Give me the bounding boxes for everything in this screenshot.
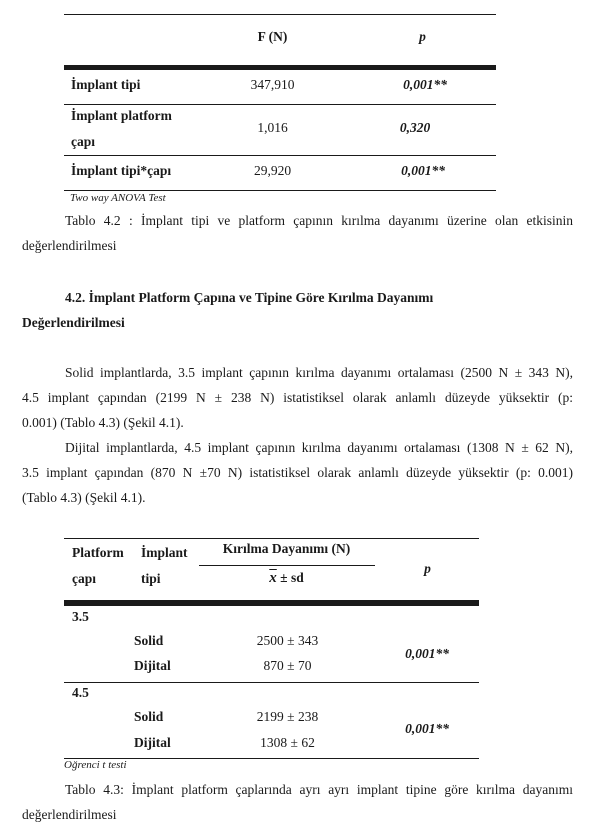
strength-value: 2199 ± 238 [256, 709, 319, 724]
implant-type-label: Solid [134, 709, 164, 724]
table1-row-label: çapı [71, 134, 96, 149]
table1-row-f: 347,910 [250, 77, 295, 92]
table1-row-rule [64, 104, 496, 105]
paragraph-line: 4.5 implant çapından (2199 N ± 238 N) istatistiksel olarak anlamlı düzeyde yüksektir (p: [22, 390, 573, 405]
table1-note: Two way ANOVA Test [70, 192, 166, 204]
table1-row-rule [64, 155, 496, 156]
table2-group-rule [64, 682, 479, 683]
strength-value: 1308 ± 62 [260, 735, 315, 750]
table2-header-platform: çapı [72, 571, 97, 586]
paragraph-line: 0.001) (Tablo 4.3) (Şekil 4.1). [22, 415, 184, 430]
implant-type-label: Dijital [134, 735, 171, 750]
strength-value: 870 ± 70 [263, 658, 312, 673]
implant-type-label: Dijital [134, 658, 171, 673]
table1-row-f: 29,920 [253, 163, 292, 178]
table2-header-p: p [424, 561, 431, 576]
table1-header-rule [64, 65, 496, 70]
diameter-label: 3.5 [72, 609, 89, 624]
table1-top-rule [64, 14, 496, 15]
caption-line: değerlendirilmesi [22, 238, 117, 253]
caption-line: Tablo 4.3: İmplant platform çaplarında ayrı ayrı implant tipine göre kırılma dayanımı [65, 782, 573, 797]
section-heading [22, 285, 573, 335]
table1-header-p: p [419, 29, 426, 44]
paragraph-line: 3.5 implant çapından (870 N ±70 N) istatistiksel olarak anlamlı düzeyde yüksektir (p: 0.001) [22, 465, 573, 480]
table2-header-strength: Kırılma Dayanımı (N) [222, 541, 351, 556]
table1-row-f: 1,016 [257, 120, 288, 135]
diameter-label: 4.5 [72, 685, 89, 700]
table1-header-f: F (N) [257, 29, 288, 44]
paragraph-line: (Tablo 4.3) (Şekil 4.1). [22, 490, 146, 505]
heading-line: 4.2. İmplant Platform Çapına ve Tipine Göre Kırılma Dayanımı [65, 290, 434, 305]
table2-subheader-rule [199, 565, 375, 566]
table1-row-label: İmplant platform [71, 108, 172, 123]
paragraph-solid [22, 360, 573, 435]
paragraph-line: Dijital implantlarda, 4.5 implant çapının kırılma dayanımı ortalaması (1308 N ± 62 N), [65, 440, 573, 455]
table2-top-rule [64, 538, 479, 539]
table2-caption [22, 777, 573, 827]
caption-line: Tablo 4.2 : İmplant tipi ve platform çapının kırılma dayanımı üzerine olan etkisinin [65, 213, 573, 228]
x-bar-symbol: $\overline{x}$ [269, 570, 277, 586]
group-p-value: 0,001** [405, 646, 449, 661]
table2-header-implant: tipi [141, 571, 161, 586]
table2-note: Oğrenci t testi [64, 759, 127, 771]
group-p-value: 0,001** [405, 721, 449, 736]
implant-type-label: Solid [134, 633, 164, 648]
caption-line: değerlendirilmesi [22, 807, 117, 822]
paragraph-dijital [22, 435, 573, 510]
table2-header-rule [64, 600, 479, 606]
table1-row-p: 0,001** [403, 77, 447, 92]
table1-row-p: 0,001** [401, 163, 445, 178]
strength-value: 2500 ± 343 [256, 633, 319, 648]
table2-header-platform: Platform [72, 545, 124, 560]
heading-line: Değerlendirilmesi [22, 315, 125, 330]
sd-label: ± sd [280, 570, 304, 585]
table2-header-mean-sd [199, 570, 374, 587]
table1-bottom-rule [64, 190, 496, 191]
table1-caption [22, 208, 573, 258]
table2-header-implant: İmplant [141, 545, 188, 560]
paragraph-line: Solid implantlarda, 3.5 implant çapının kırılma dayanımı ortalaması (2500 N ± 343 N), [65, 365, 573, 380]
table1-row-label: İmplant tipi*çapı [71, 163, 172, 178]
table1-row-p: 0,320 [399, 120, 431, 135]
table1-row-label: İmplant tipi [71, 77, 141, 92]
